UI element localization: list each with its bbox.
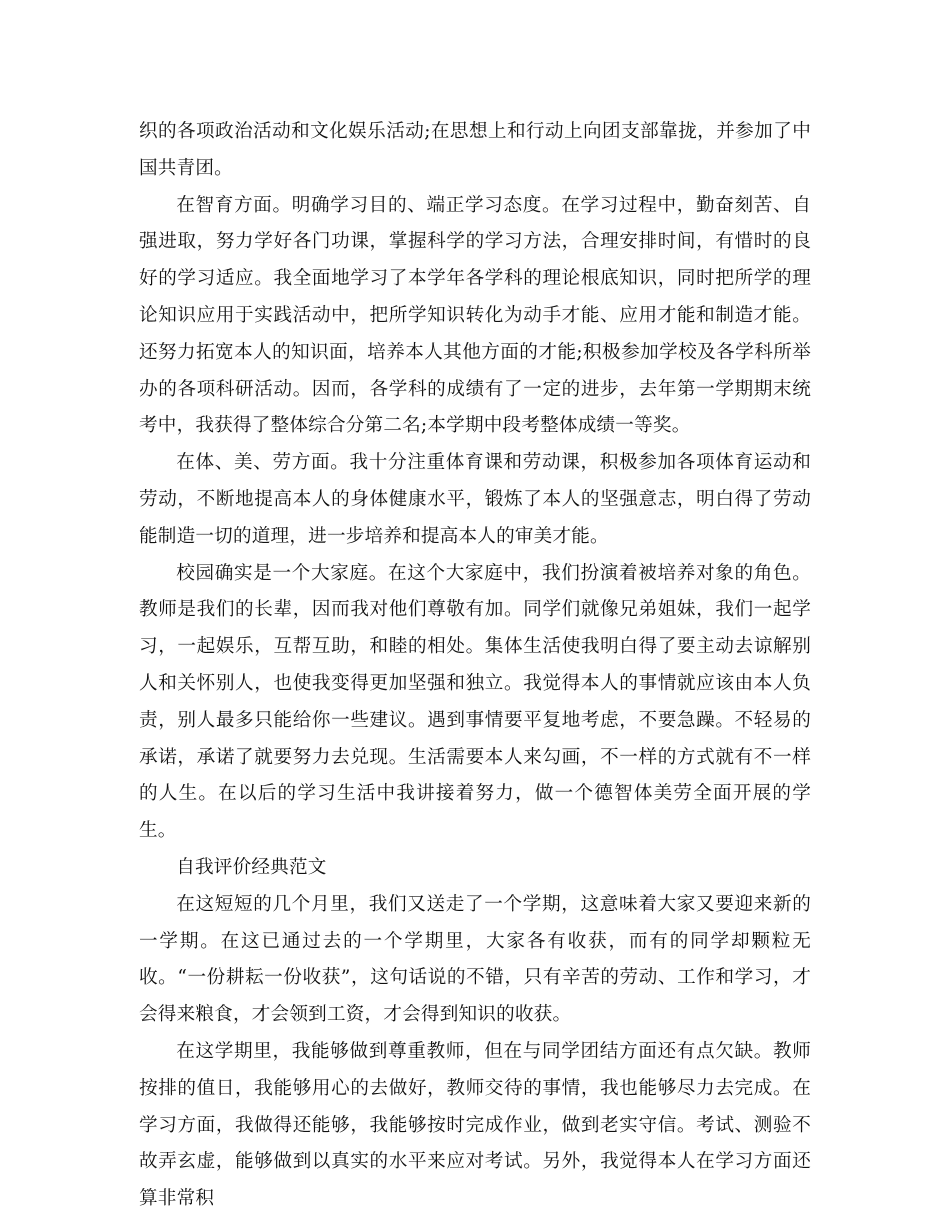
paragraph-continuation: 织的各项政治活动和文化娱乐活动;在思想上和行动上向团支部靠拢，并参加了中国共青团。 bbox=[139, 121, 811, 179]
paragraph-semester-intro: 在这短短的几个月里，我们又送走了一个学期，这意味着大家又要迎来新的一学期。在这已通过去的一个学期里，大家各有收获，而有的同学却颗粒无收。“一份耕耘一份收获”，这句话说的不错，只有辛苦的劳动、工作和学习，才会得来粮食，才会领到工资，才会得到知识的收获。 bbox=[139, 893, 811, 1026]
document-body bbox=[139, 114, 811, 1218]
paragraph-physical-aesthetic-labor: 在体、美、劳方面。我十分注重体育课和劳动课，积极参加各项体育运动和劳动，不断地提高本人的身体健康水平，锻炼了本人的坚强意志，明白得了劳动能制造一切的道理，进一步培养和提高本人的审美才能。 bbox=[139, 452, 811, 547]
paragraph-semester-performance: 在这学期里，我能够做到尊重教师，但在与同学团结方面还有点欠缺。教师按排的值日，我能够用心的去做好，教师交待的事情，我也能够尽力去完成。在学习方面，我做得还能够，我能够按时完成作业，做到老实守信。考试、测验不故弄玄虚，能够做到以真实的水平来应对考试。另外，我觉得本人在学习方面还算非常积 bbox=[139, 1040, 811, 1210]
paragraph-campus-family: 校园确实是一个大家庭。在这个大家庭中，我们扮演着被培养对象的角色。教师是我们的长辈，因而我对他们尊敬有加。同学们就像兄弟姐妹，我们一起学习，一起娱乐，互帮互助，和睦的相处。集体生活使我明白得了要主动去谅解别人和关怀别人，也使我变得更加坚强和独立。我觉得本人的事情就应该由本人负责，别人最多只能给你一些建议。遇到事情要平复地考虑，不要急躁。不轻易的承诺，承诺了就要努力去兑现。生活需要本人来勾画，不一样的方式就有不一样的人生。在以后的学习生活中我讲接着努力，做一个德智体美劳全面开展的学生。 bbox=[139, 562, 811, 842]
paragraph-intellectual-education: 在智育方面。明确学习目的、端正学习态度。在学习过程中，勤奋刻苦、自强进取，努力学好各门功课，掌握科学的学习方法，合理安排时间，有惜时的良好的学习适应。我全面地学习了本学年各学科的理论根底知识，同时把所学的理论知识应用于实践活动中，把所学知识转化为动手才能、应用才能和制造才能。还努力拓宽本人的知识面，培养本人其他方面的才能;积极参加学校及各学科所举办的各项科研活动。因而，各学科的成绩有了一定的进步，去年第一学期期末统考中，我获得了整体综合分第二名;本学期中段考整体成绩一等奖。 bbox=[139, 194, 811, 437]
section-heading: 自我评价经典范文 bbox=[176, 856, 327, 878]
